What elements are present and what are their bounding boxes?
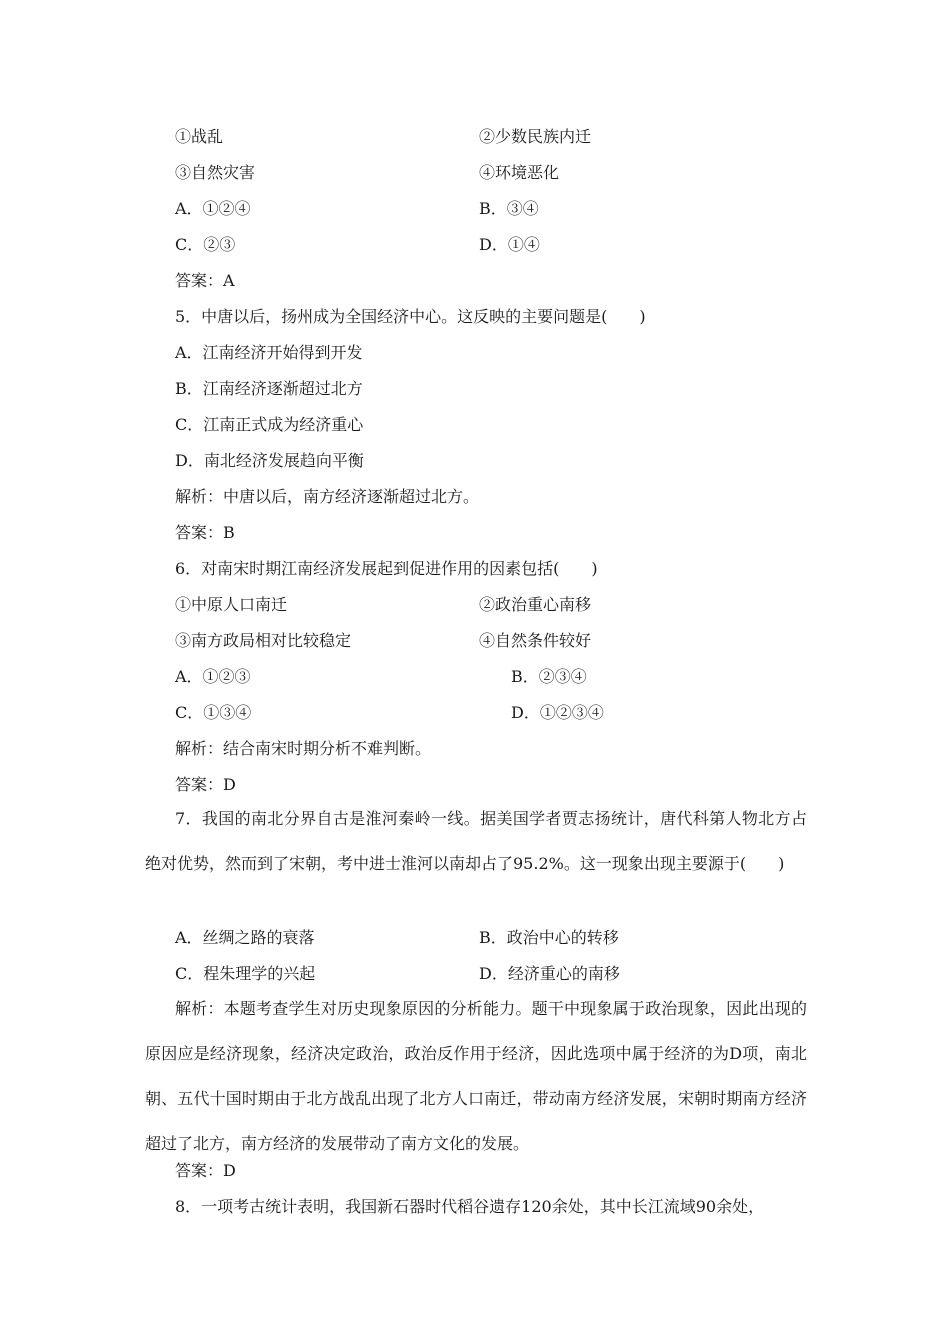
q6-choice-a: A．①②③ [175,667,251,686]
q6-option-1: ①中原人口南迁 [175,595,288,614]
q7-choice-d: D．经济重心的南移 [479,964,620,983]
q5-question: 5．中唐以后，扬州成为全国经济中心。这反映的主要问题是( ) [175,307,646,326]
q7-choice-a: A．丝绸之路的衰落 [175,928,315,947]
q6-choice-c: C．①③④ [175,703,252,722]
q4-option-2: ②少数民族内迁 [479,127,592,146]
q4-choice-b: B．③④ [479,199,539,218]
q4-answer: 答案：A [175,271,235,290]
q7-choice-c: C．程朱理学的兴起 [175,964,316,983]
q6-answer: 答案：D [175,775,236,794]
q7-analysis: 解析：本题考查学生对历史现象原因的分析能力。题干中现象属于政治现象，因此出现的原因应是经济现象，经济决定政治，政治反作用于经济，因此选项中属于经济的为D项，南北朝、五代十国时期由于北方战乱出现了北方人口南迁，带动南方经济发展，宋朝时期南方经济超过了北方，南方经济的发展带动了南方文化的发展。 [145,999,807,1153]
q4-choice-d: D．①④ [479,235,540,254]
q4-choice-a: A．①②④ [175,199,251,218]
q4-option-4: ④环境恶化 [479,163,560,182]
q5-choice-a: A．江南经济开始得到开发 [175,343,363,362]
q6-option-4: ④自然条件较好 [479,631,592,650]
q6-option-2: ②政治重心南移 [479,595,592,614]
q5-choice-b: B．江南经济逐渐超过北方 [175,379,363,398]
q6-choice-d: D．①②③④ [511,703,604,722]
q7-question: 7．我国的南北分界自古是淮河秦岭一线。据美国学者贾志扬统计，唐代科第人物北方占绝对优势，然而到了宋朝，考中进士淮河以南却占了95.2%。这一现象出现主要源于( ) [145,809,807,873]
q5-answer: 答案：B [175,523,235,542]
q6-option-3: ③南方政局相对比较稳定 [175,631,352,650]
q5-choice-c: C．江南正式成为经济重心 [175,415,364,434]
q7-answer: 答案：D [175,1161,236,1180]
q6-question: 6．对南宋时期江南经济发展起到促进作用的因素包括( ) [175,559,598,578]
q5-choice-d: D．南北经济发展趋向平衡 [175,451,364,470]
q4-option-1: ①战乱 [175,127,224,146]
q7-choice-b: B．政治中心的转移 [479,928,619,947]
q5-analysis: 解析：中唐以后，南方经济逐渐超过北方。 [175,487,480,506]
q6-analysis: 解析：结合南宋时期分析不难判断。 [175,739,432,758]
q4-choice-c: C．②③ [175,235,236,254]
q8-question: 8．一项考古统计表明，我国新石器时代稻谷遗存120余处，其中长江流域90余处， [175,1197,765,1216]
q4-option-3: ③自然灾害 [175,163,256,182]
q6-choice-b: B．②③④ [511,667,587,686]
